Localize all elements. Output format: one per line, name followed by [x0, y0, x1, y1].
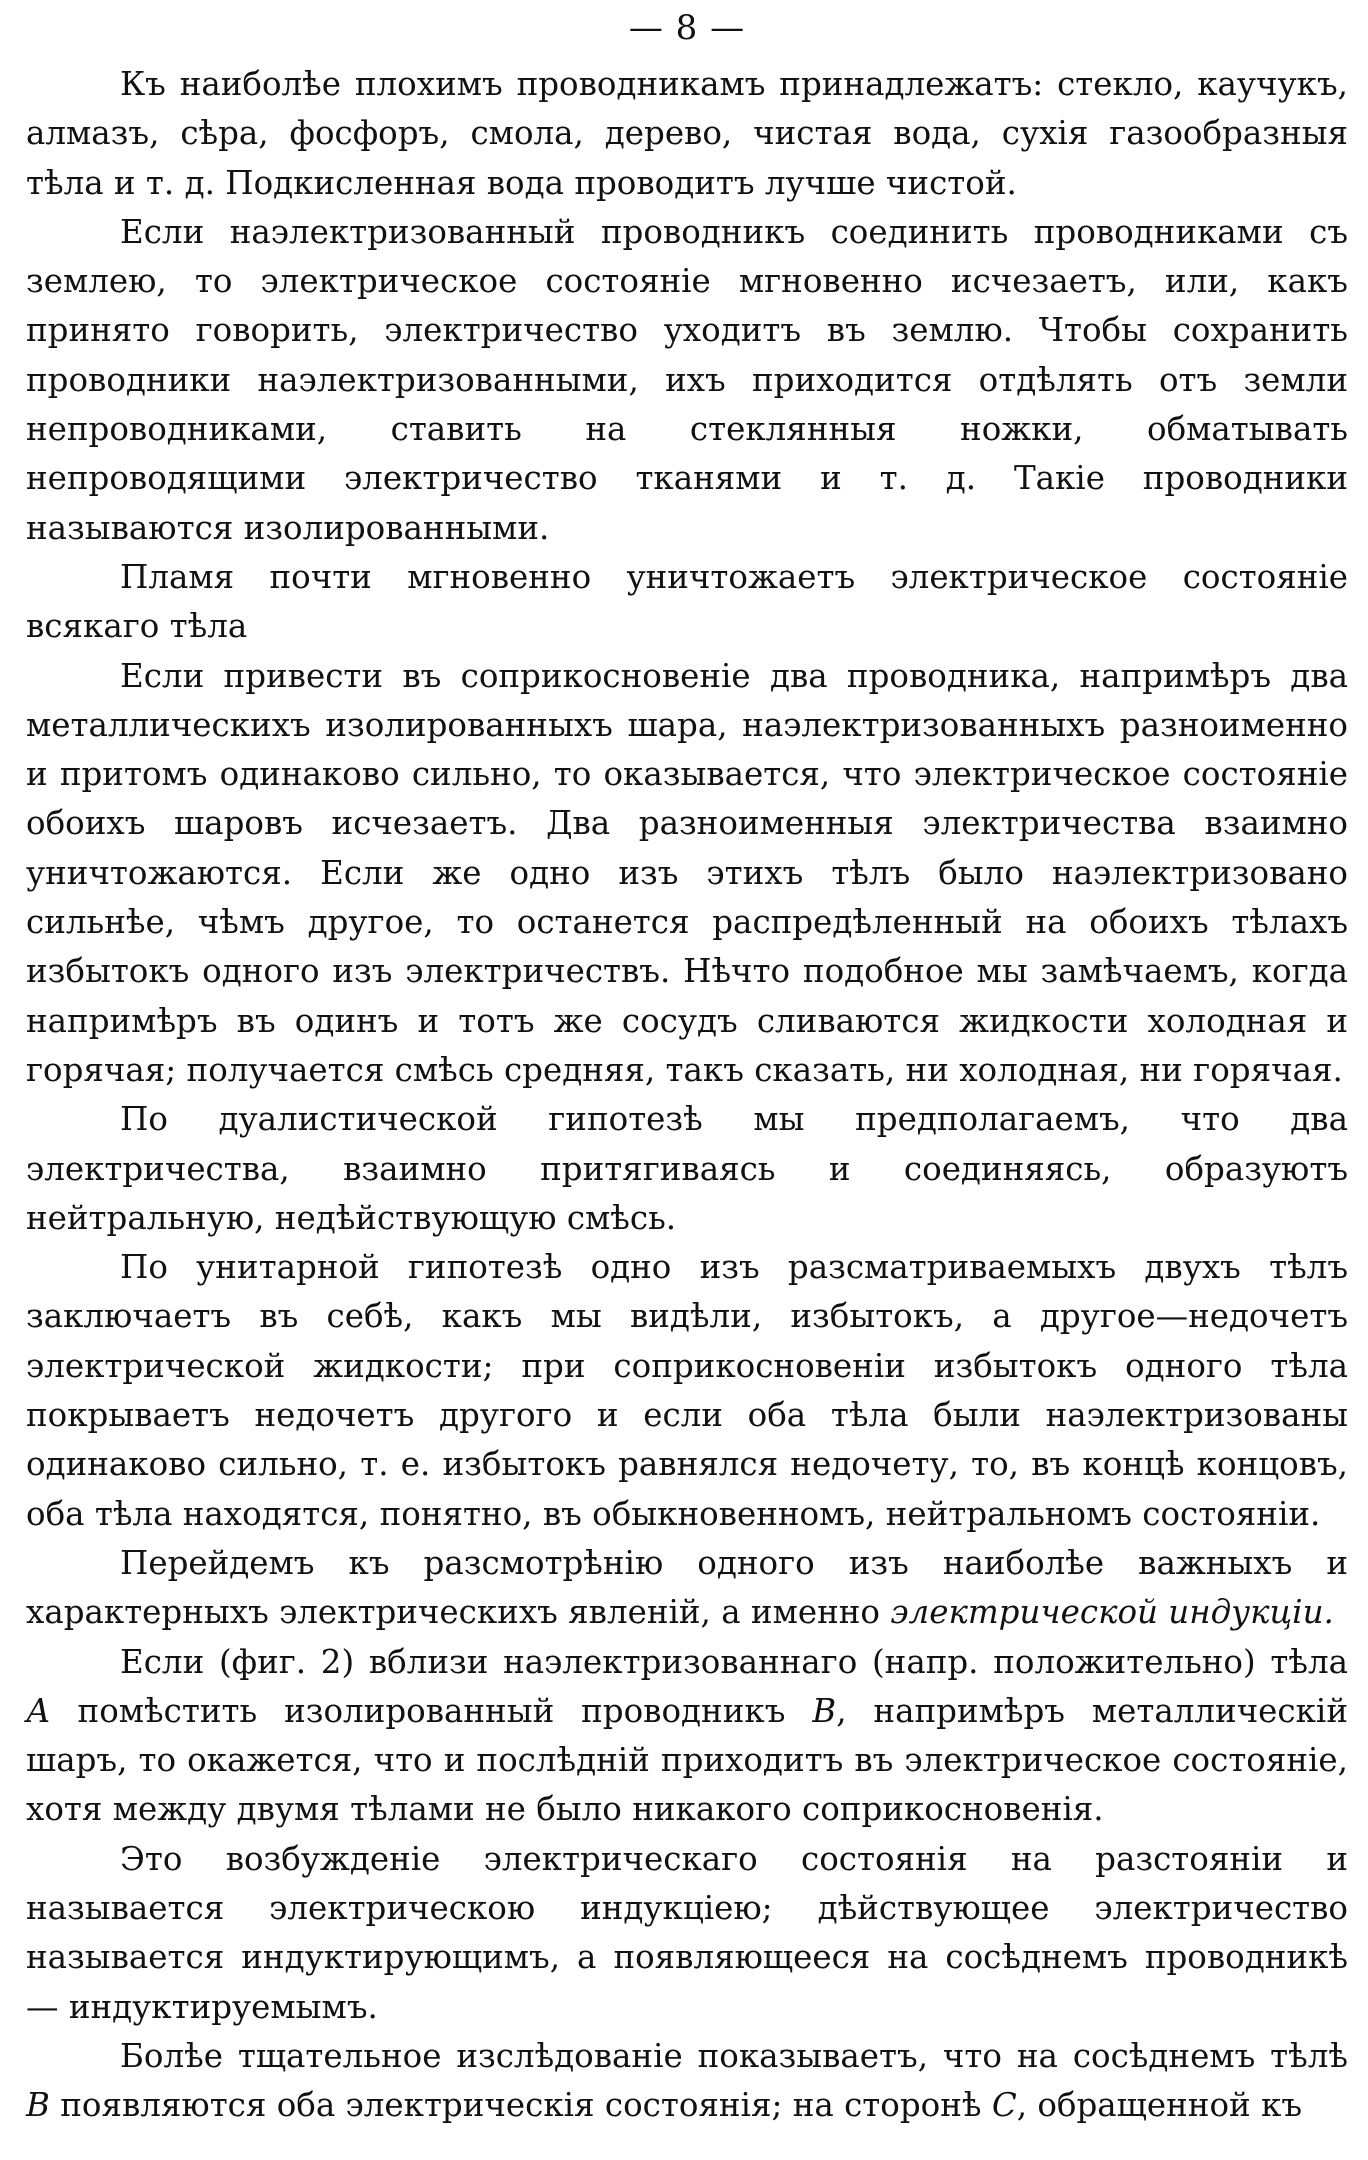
paragraph-grounding: Если наэлектризованный проводникъ соединить проводниками съ землею, то электрическое состояніе мгновенно исчезаетъ, или, какъ принято говорить, электричество уходитъ въ землю. Чтобы сохранить проводники наэлектризованными, ихъ приходится отдѣлять отъ земли непроводниками, ставить на стеклянныя ножки, обматывать непроводящими электричество тканями и т. д. Такіе проводники называются изолированными. — [26, 212, 1348, 547]
paragraph-figure-2 — [26, 1638, 1348, 1835]
induction-term: электрической индукціи. — [890, 1593, 1334, 1632]
paragraph-induction-intro — [26, 1539, 1348, 1638]
paragraph-dualistic-hypothesis: По дуалистической гипотезѣ мы предполагаемъ, что два электричества, взаимно притягиваясь и соединяясь, образуютъ нейтральную, недѣйствующую смѣсь. — [26, 1100, 1348, 1237]
paragraph-poor-conductors: Къ наиболѣе плохимъ проводникамъ принадлежатъ: стекло, каучукъ, алмазъ, сѣра, фосфоръ, смола, дерево, чистая вода, сухія газообразныя тѣла и т. д. Подкисленная вода проводитъ лучше чистой. — [26, 65, 1348, 202]
paragraph-unitary-hypothesis: По унитарной гипотезѣ одно изъ разсматриваемыхъ двухъ тѣлъ заключаетъ въ себѣ, какъ мы видѣли, избытокъ, а другое—недочетъ электрической жидкости; при соприкосновеніи избытокъ одного тѣла покрываетъ недочетъ другого и если оба тѣла были наэлектризованы одинаково сильно, т. е. избытокъ равнялся недочету, то, въ концѣ концовъ, оба тѣла находятся, понятно, въ обыкновенномъ, нейтральномъ состояніи. — [26, 1248, 1348, 1533]
paragraph-contact: Если привести въ соприкосновеніе два проводника, напримѣръ два металлическихъ изолированныхъ шара, наэлектризованныхъ разноименно и притомъ одинаково сильно, то оказывается, что электрическое состояніе обоихъ шаровъ исчезаетъ. Два разноименныя электричества взаимно уничтожаются. Если же одно изъ этихъ тѣлъ было наэлектризовано сильнѣе, чѣмъ другое, то останется распредѣленный на обоихъ тѣлахъ избытокъ одного изъ электричествъ. Нѣчто подобное мы замѣчаемъ, когда напримѣръ въ одинъ и тотъ же сосудъ сливаются жидкости холодная и горячая; получается смѣсь средняя, такъ сказать, ни холодная, ни горячая. — [26, 656, 1348, 1089]
paragraph-closer-study — [26, 2032, 1348, 2131]
body-text — [26, 60, 1348, 2130]
figure-2-text-start: Если (фиг. 2) вблизи наэлектризованнаго (напр. положительно) тѣла — [120, 1642, 1348, 1681]
paragraph-flame: Пламя почти мгновенно уничтожаетъ электрическое состояніе всякаго тѣла — [26, 557, 1348, 646]
figure-2-text-end: , напримѣръ металлическій шаръ, то окажется, что и послѣдній приходитъ въ электрическое состояніе, хотя между двумя тѣлами не было никакого соприкосновенія. — [26, 1691, 1348, 1829]
induction-intro-text: Перейдемъ къ разсмотрѣнію одного изъ наиболѣе важныхъ и характерныхъ электрическихъ явленій, а именно — [26, 1543, 1348, 1632]
closer-study-text-end: , обращенной къ — [1016, 2086, 1302, 2125]
page-number: — 8 — — [628, 8, 746, 48]
body-b-label: В — [812, 1691, 837, 1730]
body-c-label: С — [991, 2086, 1017, 2125]
closer-study-text-start: Болѣе тщательное изслѣдованіе показываетъ, что на сосѣднемъ тѣлѣ — [120, 2036, 1348, 2075]
paragraph-induction-definition: Это возбужденіе электрическаго состоянія на разстояніи и называется электрическою индукціею; дѣйствующее электричество называется индуктирующимъ, а появляющееся на сосѣднемъ проводникѣ — индуктируемымъ. — [26, 1839, 1348, 2026]
body-b-label-2: В — [26, 2086, 50, 2125]
closer-study-text-mid: появляются оба электрическія состоянія; на сторонѣ — [60, 2086, 982, 2125]
figure-2-text-mid: помѣстить изолированный проводникъ — [77, 1691, 786, 1730]
body-a-label: А — [26, 1691, 51, 1730]
